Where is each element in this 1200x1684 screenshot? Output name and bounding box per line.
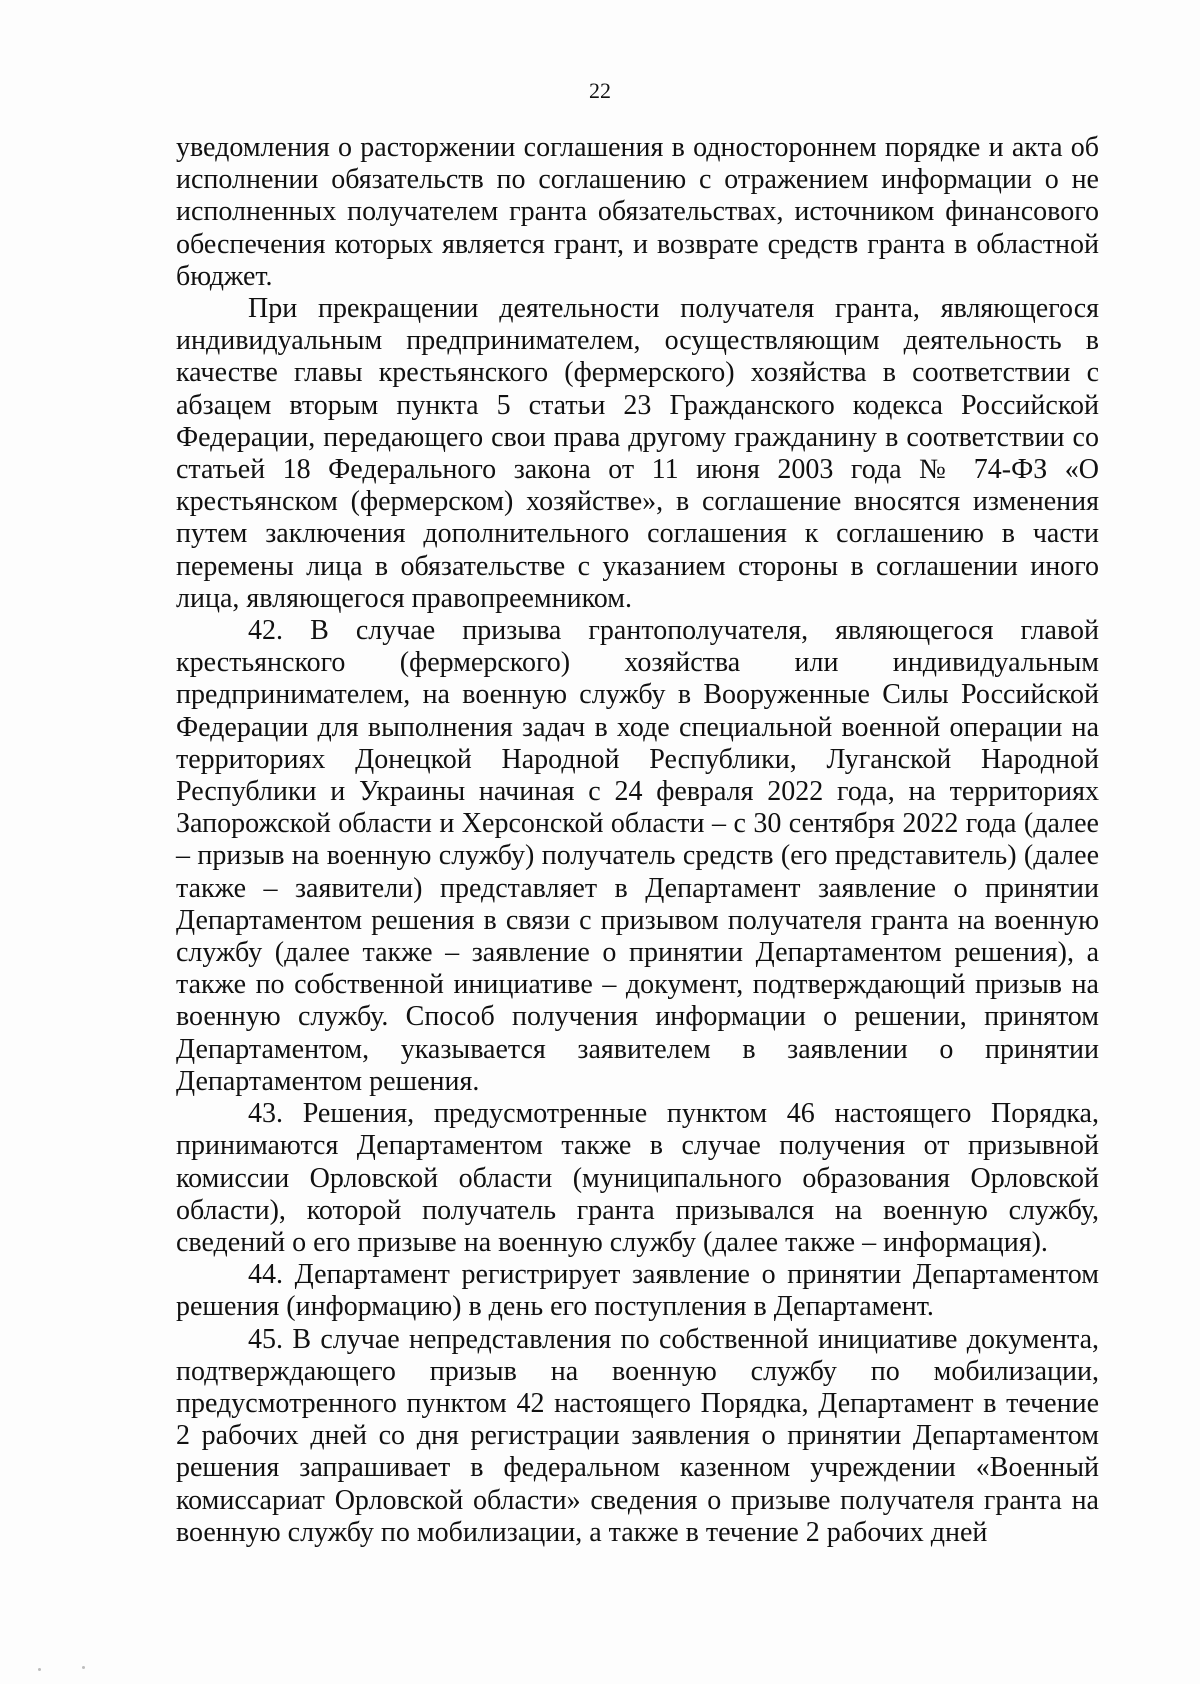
page-number: 22: [589, 78, 611, 103]
scan-speck: [82, 1666, 85, 1669]
paragraph-item-43: 43. Решения, предусмотренные пунктом 46 настоящего Порядка, принимаются Департаментом также в случае получения от призывной комиссии Орловской области (муниципального образования Орловской области), которой получатель гранта призывался на военную службу, сведений о его призыве на военную службу (далее также – информация).: [176, 1098, 1099, 1258]
paragraph-item-45: 45. В случае непредставления по собственной инициативе документа, подтверждающего призыв на военную службу по мобилизации, предусмотренного пунктом 42 настоящего Порядка, Департамент в течение 2 рабочих дней со дня регистрации заявления о принятии Департаментом решения запрашивает в федеральном казенном учреждении «Военный комиссариат Орловской области» сведения о призыве получателя гранта на военную службу по мобилизации, а также в течение 2 рабочих дней: [176, 1323, 1099, 1548]
document-body: [176, 132, 1099, 1549]
paragraph-item-44: 44. Департамент регистрирует заявление о принятии Департаментом решения (информацию) в день его поступления в Департамент.: [176, 1259, 1099, 1323]
scan-speck: [38, 1668, 41, 1671]
paragraph-notification-continuation: уведомления о расторжении соглашения в одностороннем порядке и акта об исполнении обязательств по соглашению с отражением информации о не исполненных получателем гранта обязательствах, источником финансового обеспечения которых является грант, и возврате средств гранта в областной бюджет.: [176, 132, 1099, 292]
paragraph-item-42: 42. В случае призыва грантополучателя, являющегося главой крестьянского (фермерского) хозяйства или индивидуальным предпринимателем, на военную службу в Вооруженные Силы Российской Федерации для выполнения задач в ходе специальной военной операции на территориях Донецкой Народной Республики, Луганской Народной Республики и Украины начиная с 24 февраля 2022 года, на территориях Запорожской области и Херсонской области – с 30 сентября 2022 года (далее – призыв на военную службу) получатель средств (его представитель) (далее также – заявители) представляет в Департамент заявление о принятии Департаментом решения в связи с призывом получателя гранта на военную службу (далее также – заявление о принятии Департаментом решения), а также по собственной инициативе – документ, подтверждающий призыв на военную службу. Способ получения информации о решении, принятом Департаментом, указывается заявителем в заявлении о принятии Департаментом решения.: [176, 615, 1099, 1097]
paragraph-termination-of-activity: При прекращении деятельности получателя гранта, являющегося индивидуальным предпринимателем, осуществляющим деятельность в качестве главы крестьянского (фермерского) хозяйства в соответствии с абзацем вторым пункта 5 статьи 23 Гражданского кодекса Российской Федерации, передающего свои права другому гражданину в соответствии со статьей 18 Федерального закона от 11 июня 2003 года № 74-ФЗ «О крестьянском (фермерском) хозяйстве», в соглашение вносятся изменения путем заключения дополнительного соглашения к соглашению в части перемены лица в обязательстве с указанием стороны в соглашении иного лица, являющегося правопреемником.: [176, 293, 1099, 614]
